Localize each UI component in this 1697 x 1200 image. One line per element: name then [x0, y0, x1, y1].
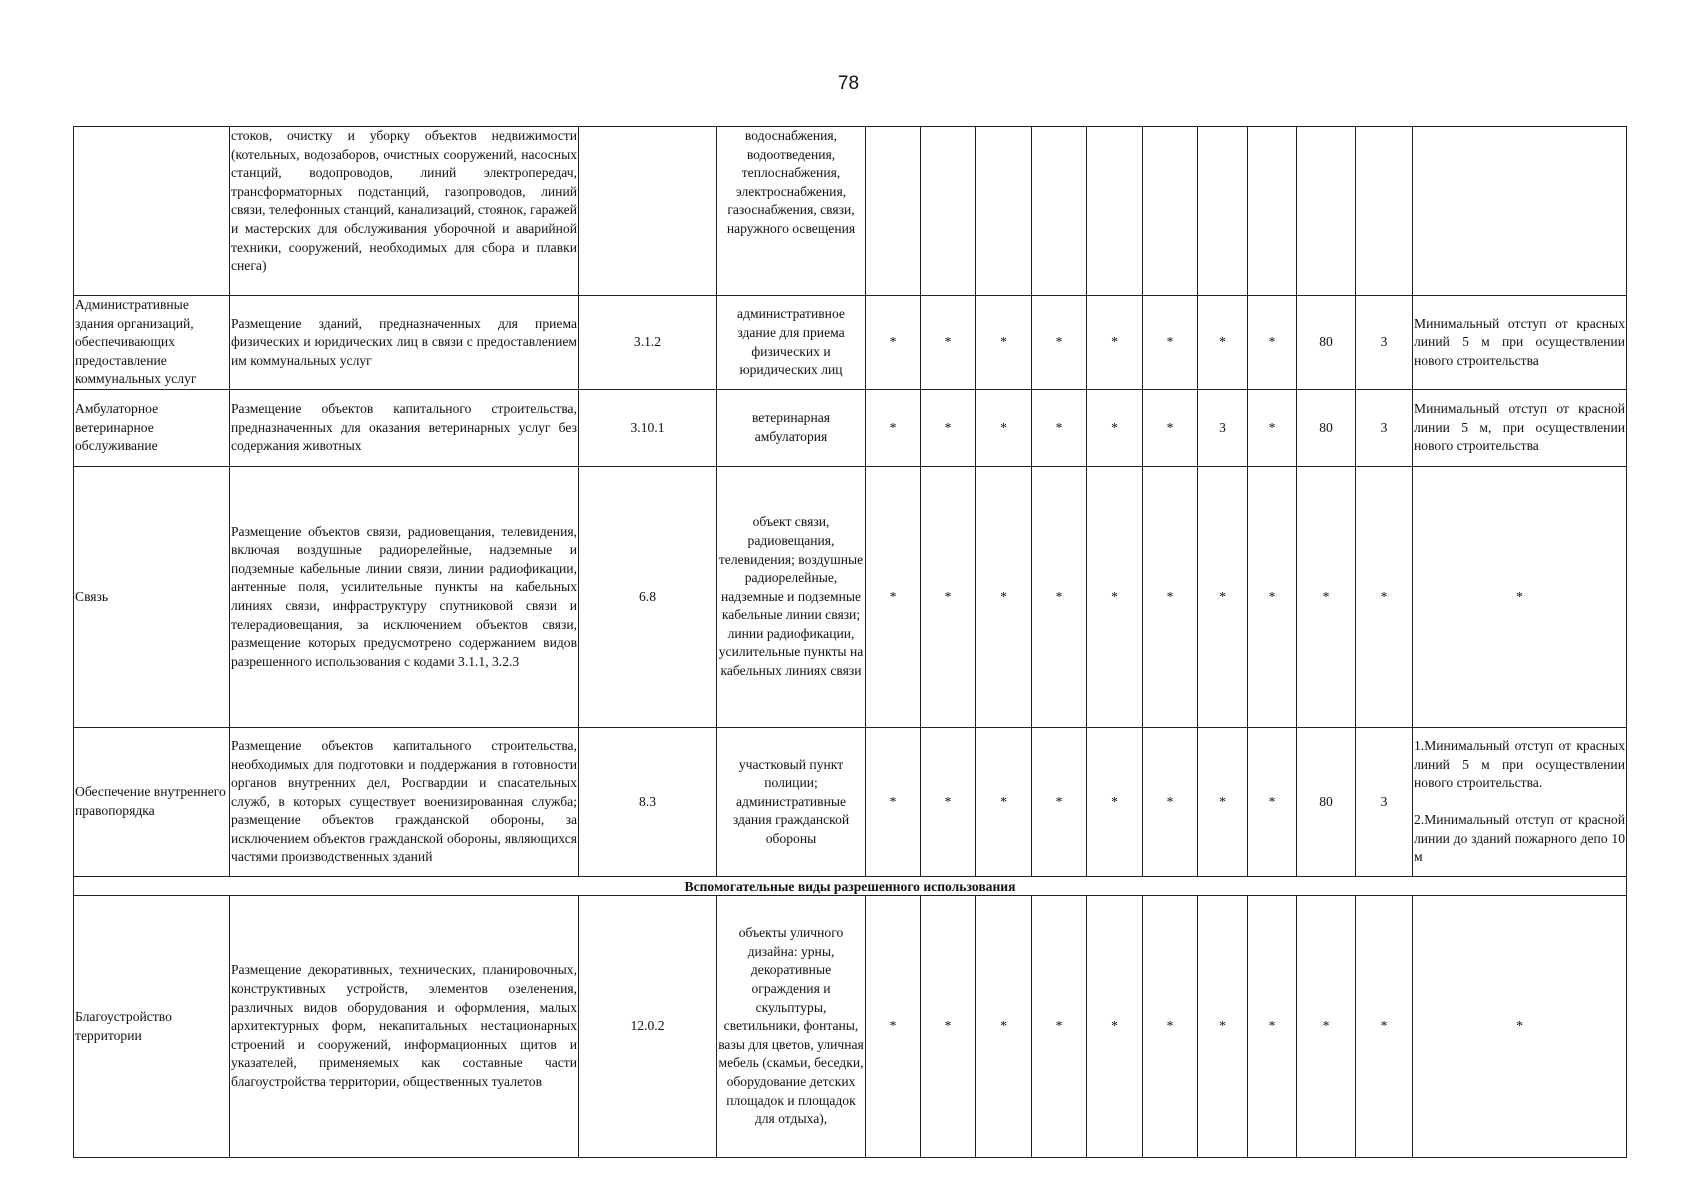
param-cell: [921, 127, 976, 296]
param-cell: [1032, 127, 1087, 296]
param-cell: *: [1143, 728, 1198, 877]
param-cell: *: [1198, 467, 1248, 728]
param-cell: *: [1087, 467, 1143, 728]
table-row: [74, 296, 1627, 390]
param-cell: *: [1032, 728, 1087, 877]
row-description: Размещение объектов связи, радиовещания, телевидения, включая воздушные радиорелейные, надземные и подземные кабельные линии связи, линии радиофикации, антенные поля, усилительные пункты на кабельных линиях связи, инфраструктуру спутниковой связи и телерадиовещания, за исключением объектов связи, размещение которых предусмотрено содержанием видов разрешенного использования с кодами 3.1.1, 3.2.3: [230, 467, 579, 728]
row-description: Размещение объектов капитального строительства, предназначенных для оказания ветеринарных услуг без содержания животных: [230, 390, 579, 467]
param-cell: *: [1356, 467, 1413, 728]
row-note: Минимальный отступ от красной линии 5 м, при осуществлении нового строительства: [1413, 390, 1627, 467]
param-cell: *: [1198, 728, 1248, 877]
row-purpose: ветеринарная амбулатория: [717, 390, 866, 467]
row-code: 6.8: [579, 467, 717, 728]
param-cell: [1356, 127, 1413, 296]
param-cell: [866, 127, 921, 296]
param-cell: *: [1356, 896, 1413, 1158]
param-cell: *: [1198, 896, 1248, 1158]
row-description: Размещение зданий, предназначенных для приема физических и юридических лиц в связи с предоставлением им коммунальных услуг: [230, 296, 579, 390]
param-cell: *: [1032, 390, 1087, 467]
section-header: Вспомогательные виды разрешенного использования: [74, 877, 1627, 896]
param-cell: *: [976, 896, 1032, 1158]
row-name: Обеспечение внутреннего правопорядка: [74, 728, 230, 877]
table-row: [74, 390, 1627, 467]
param-cell: *: [976, 390, 1032, 467]
param-cell: *: [1198, 296, 1248, 390]
row-name: Благоустройство территории: [74, 896, 230, 1158]
row-code: [579, 127, 717, 296]
zoning-regulations-table: [73, 126, 1627, 1158]
param-cell: *: [866, 467, 921, 728]
row-purpose: административное здание для приема физических и юридических лиц: [717, 296, 866, 390]
param-cell: [1087, 127, 1143, 296]
row-purpose: водоснабжения, водоотведения, теплоснабжения, электроснабжения, газоснабжения, связи, наружного освещения: [717, 127, 866, 296]
param-cell: *: [1297, 467, 1356, 728]
row-name: Амбулаторное ветеринарное обслуживание: [74, 390, 230, 467]
param-cell: *: [921, 296, 976, 390]
param-cell: [1248, 127, 1297, 296]
param-cell: [976, 127, 1032, 296]
param-cell: [1198, 127, 1248, 296]
param-cell: *: [1087, 728, 1143, 877]
param-cell: [1297, 127, 1356, 296]
note-item-2: 2.Минимальный отступ от красной линии до зданий пожарного депо 10 м: [1414, 812, 1625, 865]
param-cell: *: [921, 390, 976, 467]
param-cell: *: [1087, 296, 1143, 390]
table-row: [74, 127, 1627, 296]
row-note: Минимальный отступ от красных линий 5 м при осуществлении нового строительства: [1413, 296, 1627, 390]
row-code: 8.3: [579, 728, 717, 877]
param-cell: 80: [1297, 728, 1356, 877]
row-name: [74, 127, 230, 296]
param-cell: *: [1248, 728, 1297, 877]
param-cell: *: [976, 728, 1032, 877]
row-code: 3.10.1: [579, 390, 717, 467]
param-cell: *: [866, 296, 921, 390]
param-cell: *: [1032, 896, 1087, 1158]
row-purpose: объекты уличного дизайна: урны, декоративные ограждения и скульптуры, светильники, фонтаны, вазы для цветов, уличная мебель (скамьи, беседки, оборудование детских площадок и площадок для отдыха),: [717, 896, 866, 1158]
param-cell: 3: [1356, 390, 1413, 467]
param-cell: *: [1032, 296, 1087, 390]
row-purpose: объект связи, радиовещания, телевидения; воздушные радиорелейные, надземные и подземные кабельные линии связи; линии радиофикации, усилительные пункты на кабельных линиях связи: [717, 467, 866, 728]
param-cell: *: [1087, 896, 1143, 1158]
row-note: *: [1413, 467, 1627, 728]
param-cell: *: [921, 728, 976, 877]
param-cell: *: [866, 728, 921, 877]
param-cell: 80: [1297, 390, 1356, 467]
row-note: *: [1413, 896, 1627, 1158]
note-item-1: 1.Минимальный отступ от красных линий 5 м при осуществлении нового строительства.: [1414, 738, 1625, 791]
param-cell: *: [1087, 390, 1143, 467]
param-cell: *: [1143, 896, 1198, 1158]
row-code: 12.0.2: [579, 896, 717, 1158]
param-cell: [1143, 127, 1198, 296]
table-row: [74, 467, 1627, 728]
param-cell: *: [1248, 467, 1297, 728]
param-cell: *: [1143, 467, 1198, 728]
row-description: стоков, очистку и уборку объектов недвижимости (котельных, водозаборов, очистных сооружений, насосных станций, водопроводов, линий электропередач, трансформаторных подстанций, газопроводов, линий связи, телефонных станций, канализаций, стоянок, гаражей и мастерских для обслуживания уборочной и аварийной техники, сооружений, необходимых для сбора и плавки снега): [230, 127, 579, 296]
row-name: Связь: [74, 467, 230, 728]
param-cell: *: [1143, 390, 1198, 467]
param-cell: *: [1297, 896, 1356, 1158]
row-purpose: участковый пункт полиции; административные здания гражданской обороны: [717, 728, 866, 877]
note-spacer: [1414, 793, 1625, 811]
param-cell: *: [921, 467, 976, 728]
param-cell: *: [921, 896, 976, 1158]
param-cell: *: [1248, 296, 1297, 390]
page-number: 78: [837, 73, 860, 94]
param-cell: *: [1248, 896, 1297, 1158]
param-cell: *: [976, 296, 1032, 390]
param-cell: 3: [1356, 296, 1413, 390]
param-cell: 80: [1297, 296, 1356, 390]
table-row: [74, 728, 1627, 877]
table-row: [74, 896, 1627, 1158]
row-name: Административные здания организаций, обеспечивающих предоставление коммунальных услуг: [74, 296, 230, 390]
row-note: [1413, 728, 1627, 877]
param-cell: *: [866, 390, 921, 467]
param-cell: *: [1143, 296, 1198, 390]
param-cell: *: [866, 896, 921, 1158]
row-description: Размещение декоративных, технических, планировочных, конструктивных устройств, элементов озеленения, различных видов оборудования и оформления, малых архитектурных форм, некапитальных нестационарных строений и сооружений, информационных щитов и указателей, применяемых как составные части благоустройства территории, общественных туалетов: [230, 896, 579, 1158]
section-header-row: [74, 877, 1627, 896]
param-cell: *: [976, 467, 1032, 728]
row-note: [1413, 127, 1627, 296]
param-cell: *: [1032, 467, 1087, 728]
row-description: Размещение объектов капитального строительства, необходимых для подготовки и поддержания в готовности органов внутренних дел, Росгвардии и спасательных служб, в которых существует военизированная служба; размещение объектов гражданской обороны, за исключением объектов гражданской обороны, являющихся частями производственных зданий: [230, 728, 579, 877]
param-cell: 3: [1356, 728, 1413, 877]
param-cell: 3: [1198, 390, 1248, 467]
row-code: 3.1.2: [579, 296, 717, 390]
param-cell: *: [1248, 390, 1297, 467]
